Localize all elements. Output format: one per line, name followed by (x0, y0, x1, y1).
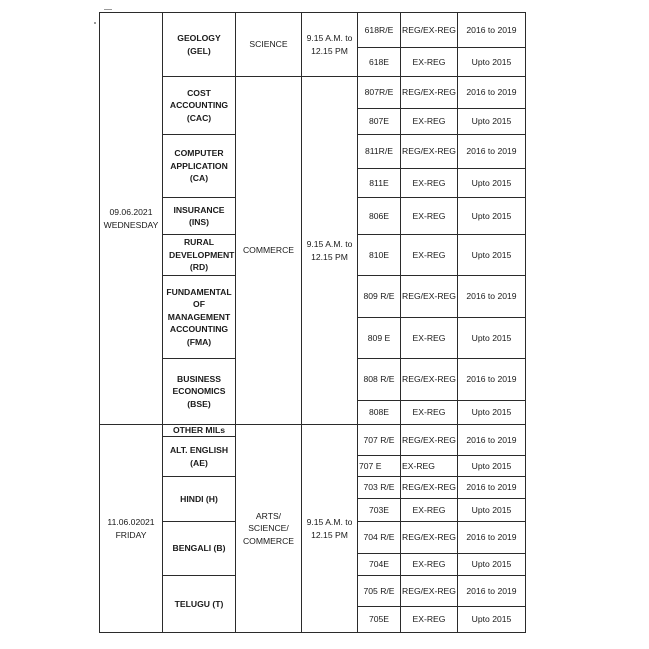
group-header: OTHER MILs (172, 425, 226, 436)
exam-date: 09.06.2021 (109, 207, 153, 217)
subject-name: BUSINESS ECONOMICS (BSE) (172, 373, 226, 409)
stream-name: SCIENCE (249, 39, 288, 50)
candidate-category: EX-REG (412, 116, 446, 127)
batch-years: Upto 2015 (471, 56, 512, 67)
batch-years: 2016 to 2019 (466, 532, 517, 543)
paper-code: 707 R/E (363, 434, 395, 445)
subject-cell (162, 275, 236, 359)
stream-cell (235, 424, 302, 633)
stream-cell (235, 12, 302, 77)
paper-code: 705E (368, 614, 390, 625)
time-cell (301, 76, 358, 425)
subject-name: RURAL DEVELOPMENT (RD) (169, 237, 235, 273)
batch-years: Upto 2015 (471, 460, 512, 471)
batch-years: Upto 2015 (471, 177, 512, 188)
batch-cell (457, 553, 526, 576)
subject-cell (162, 436, 236, 477)
batch-cell (457, 498, 526, 522)
subject-cell (162, 12, 236, 77)
candidate-category: REG/EX-REG (402, 482, 456, 493)
subject-name: ALT. ENGLISH (AE) (169, 445, 229, 468)
group-header-cell (162, 424, 236, 437)
exam-time: 9.15 A.M. to 12.15 PM (306, 239, 353, 262)
subject-cell (162, 521, 236, 576)
candidate-category: REG/EX-REG (402, 434, 456, 445)
category-cell (400, 606, 458, 633)
paper-code-cell (357, 234, 401, 276)
paper-code-cell (357, 606, 401, 633)
category-cell (400, 234, 458, 276)
paper-code: 618R/E (364, 24, 394, 35)
subject-name: BENGALI (B) (172, 543, 226, 554)
category-cell (400, 521, 458, 554)
batch-years: 2016 to 2019 (466, 374, 517, 385)
paper-code: 809 R/E (363, 291, 395, 302)
exam-time: 9.15 A.M. to 12.15 PM (306, 517, 353, 540)
subject-name: GEOLOGY (GEL) (177, 33, 221, 56)
category-cell (400, 12, 458, 48)
batch-cell (457, 424, 526, 456)
paper-code-cell (357, 455, 401, 477)
category-cell (400, 108, 458, 135)
subject-name: INSURANCE (INS) (173, 204, 225, 227)
batch-cell (457, 76, 526, 109)
batch-cell (457, 455, 526, 477)
paper-code: 811R/E (364, 146, 394, 157)
category-cell (400, 358, 458, 401)
paper-code-cell (357, 134, 401, 169)
category-cell (400, 424, 458, 456)
subject-cell (162, 76, 236, 135)
category-cell (400, 455, 458, 477)
candidate-category: REG/EX-REG (402, 291, 456, 302)
paper-code: 704 R/E (363, 532, 395, 543)
batch-cell (457, 476, 526, 499)
paper-code: 703 R/E (363, 482, 395, 493)
category-cell (400, 134, 458, 169)
batch-years: 2016 to 2019 (466, 24, 517, 35)
candidate-category: REG/EX-REG (402, 87, 456, 98)
batch-years: Upto 2015 (471, 332, 512, 343)
subject-cell (162, 575, 236, 633)
candidate-category: EX-REG (412, 614, 446, 625)
paper-code-cell (357, 197, 401, 235)
candidate-category: REG/EX-REG (402, 585, 456, 596)
category-cell (400, 400, 458, 425)
candidate-category: EX-REG (412, 504, 446, 515)
batch-years: 2016 to 2019 (466, 434, 517, 445)
batch-years: Upto 2015 (471, 407, 512, 418)
batch-cell (457, 234, 526, 276)
paper-code: 807E (368, 116, 390, 127)
batch-cell (457, 108, 526, 135)
batch-years: Upto 2015 (471, 614, 512, 625)
batch-years: Upto 2015 (471, 116, 512, 127)
time-cell (301, 424, 358, 633)
paper-code: 809 E (367, 332, 391, 343)
paper-code-cell (357, 476, 401, 499)
subject-cell (162, 134, 236, 198)
batch-years: 2016 to 2019 (466, 291, 517, 302)
paper-code: 811E (369, 177, 389, 188)
batch-years: Upto 2015 (471, 210, 512, 221)
batch-cell (457, 134, 526, 169)
paper-code-cell (357, 317, 401, 359)
category-cell (400, 76, 458, 109)
candidate-category: REG/EX-REG (402, 24, 456, 35)
paper-code-cell (357, 108, 401, 135)
candidate-category: EX-REG (412, 559, 446, 570)
paper-code: 707 E (359, 460, 382, 471)
batch-years: 2016 to 2019 (466, 146, 517, 157)
exam-date-cell (99, 424, 163, 633)
scan-speck (94, 22, 96, 24)
batch-cell (457, 47, 526, 77)
candidate-category: REG/EX-REG (402, 374, 456, 385)
category-cell (400, 168, 458, 198)
batch-years: Upto 2015 (471, 504, 512, 515)
batch-years: Upto 2015 (471, 559, 512, 570)
paper-code: 807R/E (364, 87, 394, 98)
batch-cell (457, 168, 526, 198)
batch-cell (457, 275, 526, 318)
category-cell (400, 476, 458, 499)
scan-speck (104, 9, 112, 10)
category-cell (400, 197, 458, 235)
batch-cell (457, 12, 526, 48)
paper-code-cell (357, 275, 401, 318)
subject-name: FUNDAMENTAL OF MANAGEMENT ACCOUNTING (FMA) (166, 286, 232, 347)
batch-years: 2016 to 2019 (466, 87, 517, 98)
paper-code-cell (357, 76, 401, 109)
subject-cell (162, 197, 236, 235)
batch-cell (457, 400, 526, 425)
exam-date-cell (99, 12, 163, 425)
candidate-category: REG/EX-REG (402, 146, 456, 157)
candidate-category: EX-REG (412, 407, 446, 418)
paper-code: 806E (368, 210, 390, 221)
paper-code-cell (357, 424, 401, 456)
paper-code: 810E (368, 249, 390, 260)
candidate-category: EX-REG (402, 460, 435, 471)
batch-cell (457, 521, 526, 554)
batch-cell (457, 197, 526, 235)
exam-time: 9.15 A.M. to 12.15 PM (306, 33, 353, 56)
stream-name: COMMERCE (242, 245, 295, 256)
batch-cell (457, 317, 526, 359)
batch-years: 2016 to 2019 (466, 585, 517, 596)
paper-code-cell (357, 575, 401, 607)
time-cell (301, 12, 358, 77)
category-cell (400, 275, 458, 318)
batch-cell (457, 358, 526, 401)
paper-code-cell (357, 12, 401, 48)
category-cell (400, 553, 458, 576)
candidate-category: EX-REG (412, 177, 446, 188)
subject-cell (162, 358, 236, 425)
paper-code: 704E (368, 559, 390, 570)
batch-years: 2016 to 2019 (466, 482, 517, 493)
exam-weekday: FRIDAY (115, 529, 147, 540)
batch-cell (457, 606, 526, 633)
subject-name: TELUGU (T) (174, 598, 224, 609)
batch-years: Upto 2015 (471, 249, 512, 260)
paper-code: 703E (368, 504, 390, 515)
paper-code: 808 R/E (363, 374, 395, 385)
paper-code-cell (357, 553, 401, 576)
candidate-category: EX-REG (412, 210, 446, 221)
candidate-category: EX-REG (412, 56, 446, 67)
category-cell (400, 575, 458, 607)
paper-code-cell (357, 521, 401, 554)
category-cell (400, 317, 458, 359)
subject-name: COMPUTER APPLICATION (CA) (170, 148, 228, 184)
subject-name: HINDI (H) (180, 493, 218, 504)
category-cell (400, 47, 458, 77)
batch-cell (457, 575, 526, 607)
subject-name: COST ACCOUNTING (CAC) (169, 87, 229, 123)
paper-code-cell (357, 400, 401, 425)
paper-code: 705 R/E (363, 585, 395, 596)
candidate-category: EX-REG (412, 249, 446, 260)
paper-code-cell (357, 498, 401, 522)
stream-name: ARTS/ SCIENCE/ COMMERCE (242, 510, 295, 546)
paper-code: 808E (368, 407, 390, 418)
exam-date: 11.06.02021 (107, 517, 155, 527)
candidate-category: EX-REG (412, 332, 446, 343)
subject-cell (162, 476, 236, 522)
paper-code-cell (357, 47, 401, 77)
paper-code: 618E (368, 56, 390, 67)
subject-cell (162, 234, 236, 276)
candidate-category: REG/EX-REG (402, 532, 456, 543)
category-cell (400, 498, 458, 522)
exam-weekday: WEDNESDAY (103, 219, 159, 230)
paper-code-cell (357, 358, 401, 401)
paper-code-cell (357, 168, 401, 198)
stream-cell (235, 76, 302, 425)
